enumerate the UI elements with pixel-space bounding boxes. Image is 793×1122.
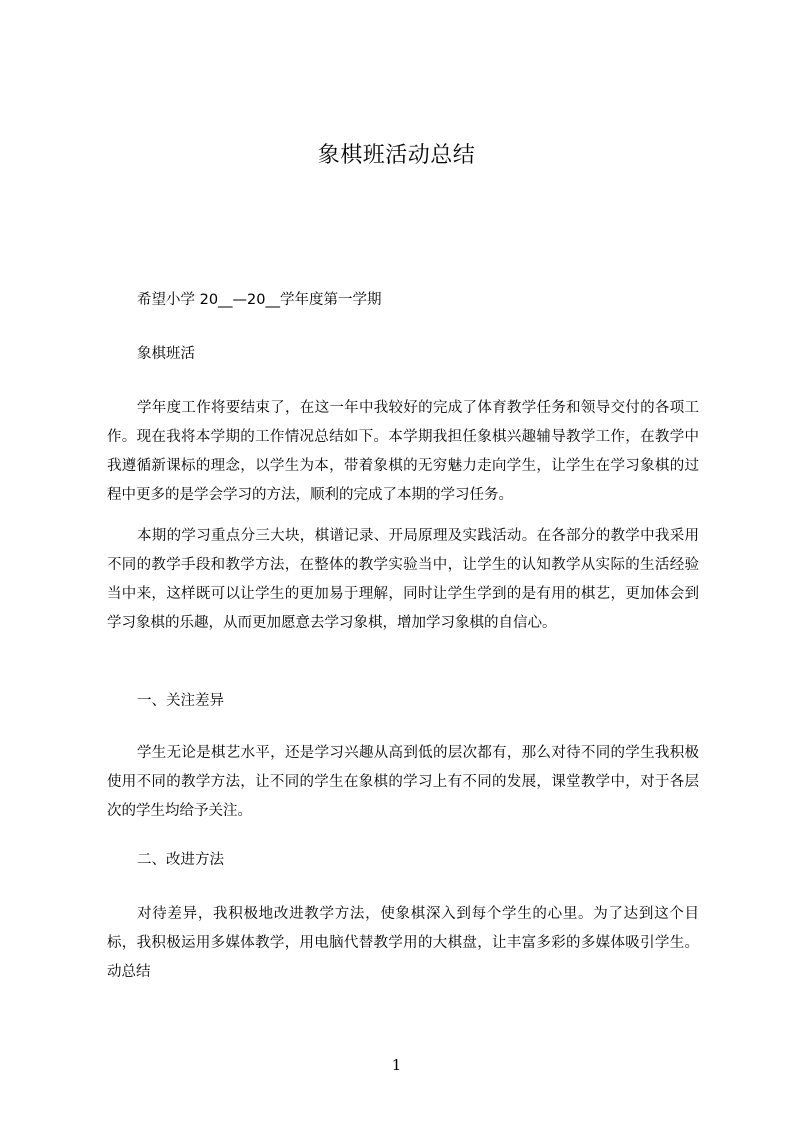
paragraph-intro: 学年度工作将要结束了，在这一年中我较好的完成了体育教学任务和领导交付的各项工作。现在我将本学期的工作情况总结如下。本学期我担任象棋兴趣辅导教学工作，在教学中我遵循新课标的理念，以学生为本，带着象棋的无穷魅力走向学生，让学生在学习象棋的过程中更多的是学会学习的方法，顺利的完成了本期的学习任务。 [107, 400, 699, 503]
section-heading-methods: 二、改进方法 [137, 852, 224, 868]
section-text-differences: 学生无论是棋艺水平，还是学习兴趣从高到低的层次都有，那么对待不同的学生我积极使用不同的教学方法，让不同的学生在象棋的学习上有不同的发展，课堂教学中，对于各层次的学生均给予关注。 [107, 745, 699, 819]
page-number: 1 [391, 1056, 402, 1074]
class-name-line: 象棋班活 [137, 346, 195, 362]
section-text-methods: 对待差异，我积极地改进教学方法，使象棋深入到每个学生的心里。为了达到这个目标，我积极运用多媒体教学，用电脑代替教学用的大棋盘，让丰富多彩的多媒体吸引学生。动总结 [107, 906, 699, 980]
document-title: 象棋班活动总结 [317, 143, 476, 168]
section-heading-differences: 一、关注差异 [137, 693, 224, 709]
school-term-line: 希望小学 20__—20__学年度第一学期 [137, 292, 382, 308]
paragraph-focus: 本期的学习重点分三大块，棋谱记录、开局原理及实践活动。在各部分的教学中我采用不同的教学手段和教学方法，在整体的教学实验当中，让学生的认知教学从实际的生活经验当中来，这样既可以让学生的更加易于理解，同时让学生学到的是有用的棋艺，更加体会到学习象棋的乐趣，从而更加愿意去学习象棋，增加学习象棋的自信心。 [107, 528, 699, 631]
